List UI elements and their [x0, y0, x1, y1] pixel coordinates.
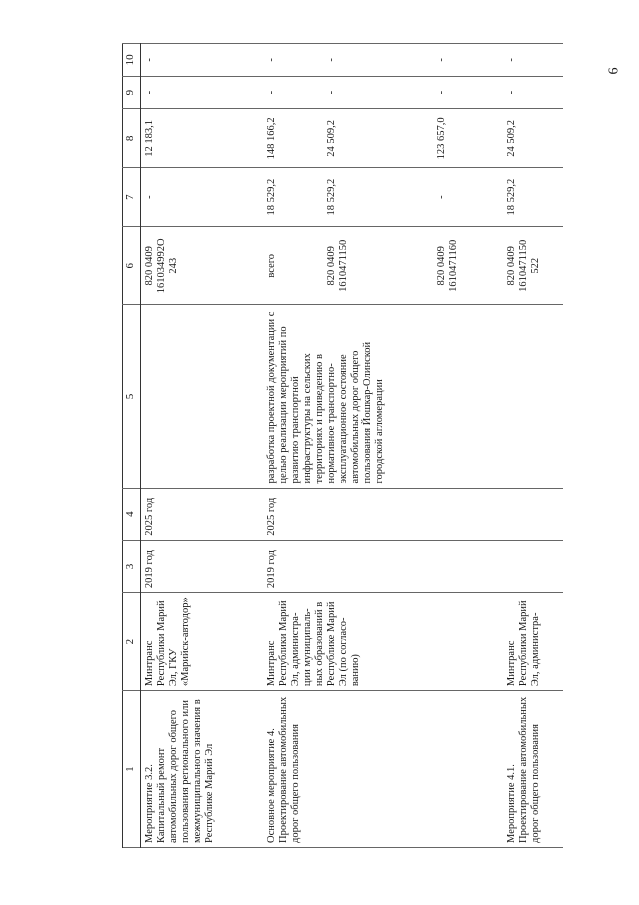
- col-header-8: 8: [123, 109, 141, 168]
- event-name-cell: Основное мероприятие 4. Проектирование автомобильных дорог общего пользования: [263, 691, 433, 848]
- col-header-2: 2: [123, 593, 141, 691]
- table-row: [503, 44, 563, 848]
- col-header-4: 4: [123, 488, 141, 540]
- header-row: [123, 44, 141, 848]
- col-header-5: 5: [123, 305, 141, 488]
- col-header-1: 1: [123, 691, 141, 848]
- start-year-cell: [433, 540, 503, 592]
- event-name-cell: Мероприятие 4.1. Проектирование автомобильных дорог общего пользования: [503, 691, 563, 848]
- amount-col7-cell: -: [141, 168, 263, 227]
- amount-col10-cell: -: [433, 44, 503, 77]
- amount-col10-cell: - -: [263, 44, 433, 77]
- budget-code-cell: 820 0409 1610471160: [433, 227, 503, 305]
- amount-col10-cell: -: [503, 44, 563, 77]
- table-row: [263, 44, 433, 848]
- amount-col8-cell: 123 657,0: [433, 109, 503, 168]
- page-number: 6: [606, 67, 622, 75]
- start-year-cell: 2019 год: [141, 540, 263, 592]
- col-header-7: 7: [123, 168, 141, 227]
- col-header-9: 9: [123, 76, 141, 109]
- amount-col10-cell: -: [141, 44, 263, 77]
- col-header-6: 6: [123, 227, 141, 305]
- description-cell: разработка проектной документации с целью реализации мероприятий по развитию транспортной инфраструктуры на сельских территориях и приведению в нормативное транспортно-эксплуатационное состояние автомобильных дорог общего пользования Йошкар-Олинской городской агломерации: [263, 305, 503, 488]
- responsible-cell: Минтранс Республики Марий Эл, администра-: [503, 593, 563, 691]
- amount-col8-cell: 24 509,2: [503, 109, 563, 168]
- responsible-cell: [433, 593, 503, 691]
- end-year-cell: [433, 488, 503, 540]
- end-year-cell: 2025 год: [141, 488, 263, 540]
- amount-col9-cell: -: [433, 76, 503, 109]
- amount-col8-cell: 148 166,2 24 509,2: [263, 109, 433, 168]
- amount-col7-cell: 18 529,2 18 529,2: [263, 168, 433, 227]
- rotated-table-container: [122, 43, 541, 848]
- amount-col9-cell: - -: [263, 76, 433, 109]
- amount-col7-cell: 18 529,2: [503, 168, 563, 227]
- event-name-cell: [433, 691, 503, 848]
- budget-code-cell: всего 820 0409 1610471150: [263, 227, 433, 305]
- col-header-10: 10: [123, 44, 141, 77]
- end-year-cell: 2025 год: [263, 488, 433, 540]
- amount-col8-cell: 12 183,1: [141, 109, 263, 168]
- table-row: [141, 44, 263, 848]
- amount-col9-cell: -: [503, 76, 563, 109]
- budget-code-cell: 820 0409 161034992О 243: [141, 227, 263, 305]
- responsible-cell: Минтранс Республики Марий Эл, ГКУ «Марийск-автодор»: [141, 593, 263, 691]
- amount-col9-cell: -: [141, 76, 263, 109]
- start-year-cell: [503, 540, 563, 592]
- col-header-3: 3: [123, 540, 141, 592]
- responsible-cell: Минтранс Республики Марий Эл, администра-ции муниципаль-ных образований в Республике Марий Эл (по согласо-ванию): [263, 593, 433, 691]
- description-cell: [503, 305, 563, 488]
- budget-code-cell: 820 0409 1610471150 522: [503, 227, 563, 305]
- description-cell: [141, 305, 263, 488]
- start-year-cell: 2019 год: [263, 540, 433, 592]
- end-year-cell: [503, 488, 563, 540]
- event-name-cell: Мероприятие 3.2. Капитальный ремонт автомобильных дорог общего пользования регионального или межмуниципального значения в Республике Марий Эл: [141, 691, 263, 848]
- budget-table: [122, 43, 563, 848]
- amount-col7-cell: -: [433, 168, 503, 227]
